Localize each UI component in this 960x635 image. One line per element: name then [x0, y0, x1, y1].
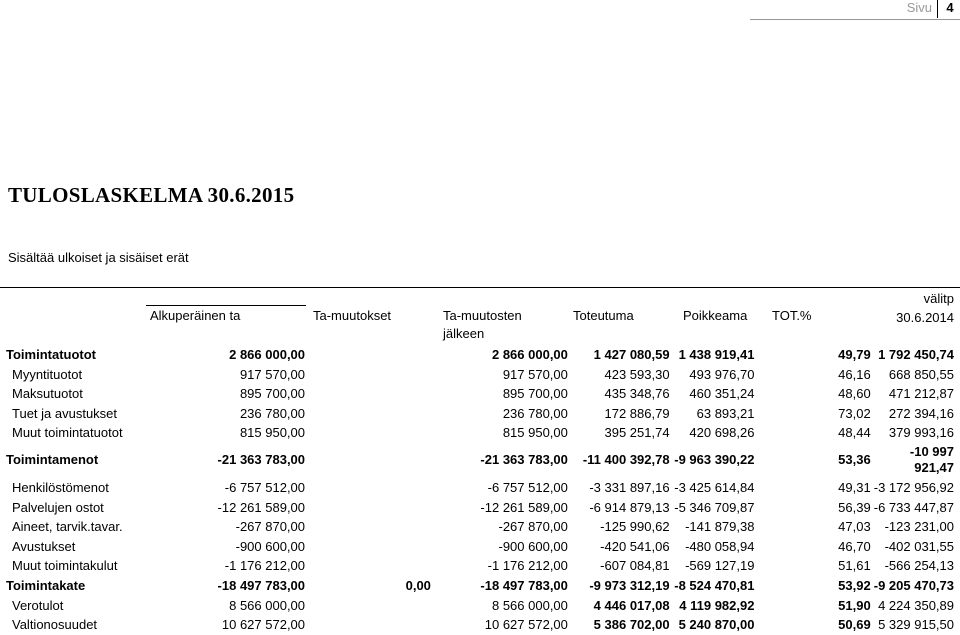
previous-period-cell: 5 329 915,50: [878, 617, 954, 633]
variance-cell: -480 058,94: [685, 538, 755, 554]
budget-changes-cell: [305, 365, 431, 385]
original-budget-cell: -12 261 589,00: [217, 499, 306, 515]
original-budget-cell: 10 627 572,00: [221, 617, 306, 633]
previous-period-cell: 471 212,87: [888, 386, 954, 402]
previous-period-cell: -3 172 956,92: [873, 479, 954, 495]
after-changes-cell: -12 261 589,00: [480, 499, 568, 515]
previous-period-line: -10 997: [909, 444, 954, 460]
budget-changes-cell: [305, 615, 431, 635]
row-label: Aineet, tarvik.tavar.: [12, 519, 123, 535]
previous-period-cell: -9 205 470,73: [873, 577, 954, 593]
previous-period-cell: 379 993,16: [888, 425, 954, 441]
original-budget-cell: 815 950,00: [239, 425, 306, 441]
after-changes-cell: -18 497 783,00: [480, 577, 568, 593]
budget-changes-cell: [305, 596, 431, 616]
after-changes-cell: 236 780,00: [502, 405, 568, 421]
percent-cell: 53,36: [838, 452, 871, 468]
after-changes-cell: -900 600,00: [498, 538, 568, 554]
previous-period-cell: 1 792 450,74: [878, 347, 954, 362]
budget-changes-cell: [305, 498, 431, 518]
page-header-rule: [750, 19, 960, 20]
col-header-after-changes-2: jälkeen: [443, 326, 485, 341]
actual-cell: 1 427 080,59: [593, 347, 670, 362]
variance-cell: 1 438 919,41: [678, 347, 755, 362]
page-number: 4: [946, 0, 954, 15]
percent-cell: 56,39: [838, 499, 871, 515]
table-row: [0, 423, 960, 443]
actual-cell: 172 886,79: [604, 405, 670, 421]
actual-cell: 5 386 702,00: [593, 617, 670, 633]
variance-cell: 460 351,24: [689, 386, 755, 402]
table-row: [0, 384, 960, 404]
table-row: [0, 556, 960, 576]
original-budget-cell: 8 566 000,00: [229, 597, 306, 613]
col-header-percent: TOT.%: [772, 308, 812, 323]
col-header-original-budget: Alkuperäinen ta: [150, 308, 241, 323]
percent-cell: 47,03: [838, 519, 871, 535]
percent-cell: 51,61: [838, 558, 871, 574]
page-header-separator: [937, 0, 938, 18]
col-header-interim-2: 30.6.2014: [896, 310, 954, 325]
previous-period-cell: [874, 443, 960, 478]
original-budget-cell: -18 497 783,00: [217, 577, 306, 593]
row-label: Toimintamenot: [6, 452, 99, 468]
col-header-budget-changes: Ta-muutokset: [313, 308, 392, 323]
percent-cell: 73,02: [838, 405, 871, 421]
table-row: [0, 365, 960, 385]
percent-cell: 50,69: [838, 617, 871, 633]
previous-period-line: 921,47: [914, 460, 954, 476]
previous-period-cell: -6 733 447,87: [873, 499, 954, 515]
variance-cell: 493 976,70: [689, 366, 755, 382]
budget-changes-cell: [305, 423, 431, 443]
actual-cell: -125 990,62: [600, 519, 670, 535]
percent-cell: 48,60: [838, 386, 871, 402]
row-label: Toimintakate: [6, 577, 86, 593]
table-row: [0, 345, 960, 365]
budget-changes-cell: [305, 404, 431, 424]
row-label: Valtionosuudet: [12, 617, 98, 633]
table-row: [0, 576, 960, 596]
after-changes-cell: -6 757 512,00: [487, 479, 568, 495]
header-sub-rule: [146, 305, 306, 306]
previous-period-cell: -402 031,55: [884, 538, 954, 554]
percent-cell: 46,16: [838, 366, 871, 382]
after-changes-cell: 8 566 000,00: [491, 597, 568, 613]
variance-cell: -9 963 390,22: [674, 452, 755, 468]
table-row: [0, 596, 960, 616]
header-top-rule: [0, 287, 960, 288]
percent-cell: 49,79: [838, 347, 871, 362]
table-row: [0, 517, 960, 537]
variance-cell: -5 346 709,87: [674, 499, 755, 515]
original-budget-cell: -267 870,00: [235, 519, 306, 535]
percent-cell: 46,70: [838, 538, 871, 554]
original-budget-cell: 2 866 000,00: [229, 347, 306, 362]
page-title: TULOSLASKELMA 30.6.2015: [8, 183, 295, 207]
variance-cell: -141 879,38: [685, 519, 755, 535]
after-changes-cell: -1 176 212,00: [487, 558, 568, 574]
actual-cell: 423 593,30: [604, 366, 670, 382]
variance-cell: -8 524 470,81: [674, 577, 755, 593]
actual-cell: -420 541,06: [600, 538, 670, 554]
after-changes-cell: 917 570,00: [502, 366, 568, 382]
table-row: [0, 537, 960, 557]
actual-cell: -3 331 897,16: [589, 479, 670, 495]
after-changes-cell: 10 627 572,00: [484, 617, 568, 633]
income-statement-table: [0, 345, 960, 635]
variance-cell: -569 127,19: [685, 558, 755, 574]
original-budget-cell: -900 600,00: [235, 538, 306, 554]
budget-changes-cell: [305, 345, 431, 365]
table-row: [0, 404, 960, 424]
original-budget-cell: -21 363 783,00: [217, 452, 306, 468]
budget-changes-cell: [305, 537, 431, 557]
table-body: [0, 345, 960, 635]
after-changes-cell: 2 866 000,00: [491, 347, 568, 362]
variance-cell: -3 425 614,84: [674, 479, 755, 495]
actual-cell: -607 084,81: [600, 558, 670, 574]
row-label: Tuet ja avustukset: [12, 405, 118, 421]
after-changes-cell: 815 950,00: [502, 425, 568, 441]
variance-cell: 63 893,21: [696, 405, 755, 421]
actual-cell: 395 251,74: [604, 425, 670, 441]
row-label: Henkilöstömenot: [12, 479, 109, 495]
col-header-actual: Toteutuma: [573, 308, 634, 323]
row-label: Muut toimintakulut: [12, 558, 118, 574]
row-label: Verotulot: [12, 597, 64, 613]
budget-changes-cell: [305, 384, 431, 404]
table-row: [0, 615, 960, 635]
actual-cell: -6 914 879,13: [589, 499, 670, 515]
col-header-after-changes-1: Ta-muutosten: [443, 308, 522, 323]
table-row: [0, 498, 960, 518]
previous-period-cell: 4 224 350,89: [878, 597, 954, 613]
actual-cell: 435 348,76: [604, 386, 670, 402]
row-label: Muut toimintatuotot: [12, 425, 123, 441]
variance-cell: 420 698,26: [689, 425, 755, 441]
previous-period-cell: -123 231,00: [884, 519, 954, 535]
after-changes-cell: -21 363 783,00: [480, 452, 568, 468]
actual-cell: -11 400 392,78: [582, 452, 670, 468]
percent-cell: 49,31: [838, 479, 871, 495]
original-budget-cell: -1 176 212,00: [224, 558, 306, 574]
budget-changes-cell: 0,00: [405, 577, 431, 593]
original-budget-cell: 236 780,00: [239, 405, 306, 421]
original-budget-cell: 895 700,00: [239, 386, 306, 402]
row-label: Avustukset: [12, 538, 76, 554]
row-label: Toimintatuotot: [6, 347, 97, 362]
budget-changes-cell: [305, 556, 431, 576]
variance-cell: 5 240 870,00: [678, 617, 755, 633]
page-subtitle: Sisältää ulkoiset ja sisäiset erät: [8, 250, 189, 265]
previous-period-cell: 668 850,55: [888, 366, 954, 382]
percent-cell: 48,44: [838, 425, 871, 441]
row-label: Myyntituotot: [12, 366, 83, 382]
budget-changes-cell: [305, 478, 431, 498]
original-budget-cell: -6 757 512,00: [224, 479, 306, 495]
page-label: Sivu: [906, 0, 932, 15]
previous-period-cell: 272 394,16: [888, 405, 954, 421]
after-changes-cell: -267 870,00: [498, 519, 568, 535]
col-header-variance: Poikkeama: [683, 308, 748, 323]
percent-cell: 51,90: [838, 597, 871, 613]
percent-cell: 53,92: [838, 577, 871, 593]
actual-cell: -9 973 312,19: [589, 577, 670, 593]
budget-changes-cell: [305, 443, 431, 478]
original-budget-cell: 917 570,00: [239, 366, 306, 382]
variance-cell: 4 119 982,92: [679, 597, 755, 613]
after-changes-cell: 895 700,00: [502, 386, 568, 402]
previous-period-cell: -566 254,13: [884, 558, 954, 574]
budget-changes-cell: [305, 517, 431, 537]
table-row: [0, 443, 960, 478]
col-header-interim-1: välitp: [923, 291, 954, 306]
actual-cell: 4 446 017,08: [593, 597, 670, 613]
row-label: Maksutuotot: [12, 386, 83, 402]
table-row: [0, 478, 960, 498]
row-label: Palvelujen ostot: [12, 499, 104, 515]
